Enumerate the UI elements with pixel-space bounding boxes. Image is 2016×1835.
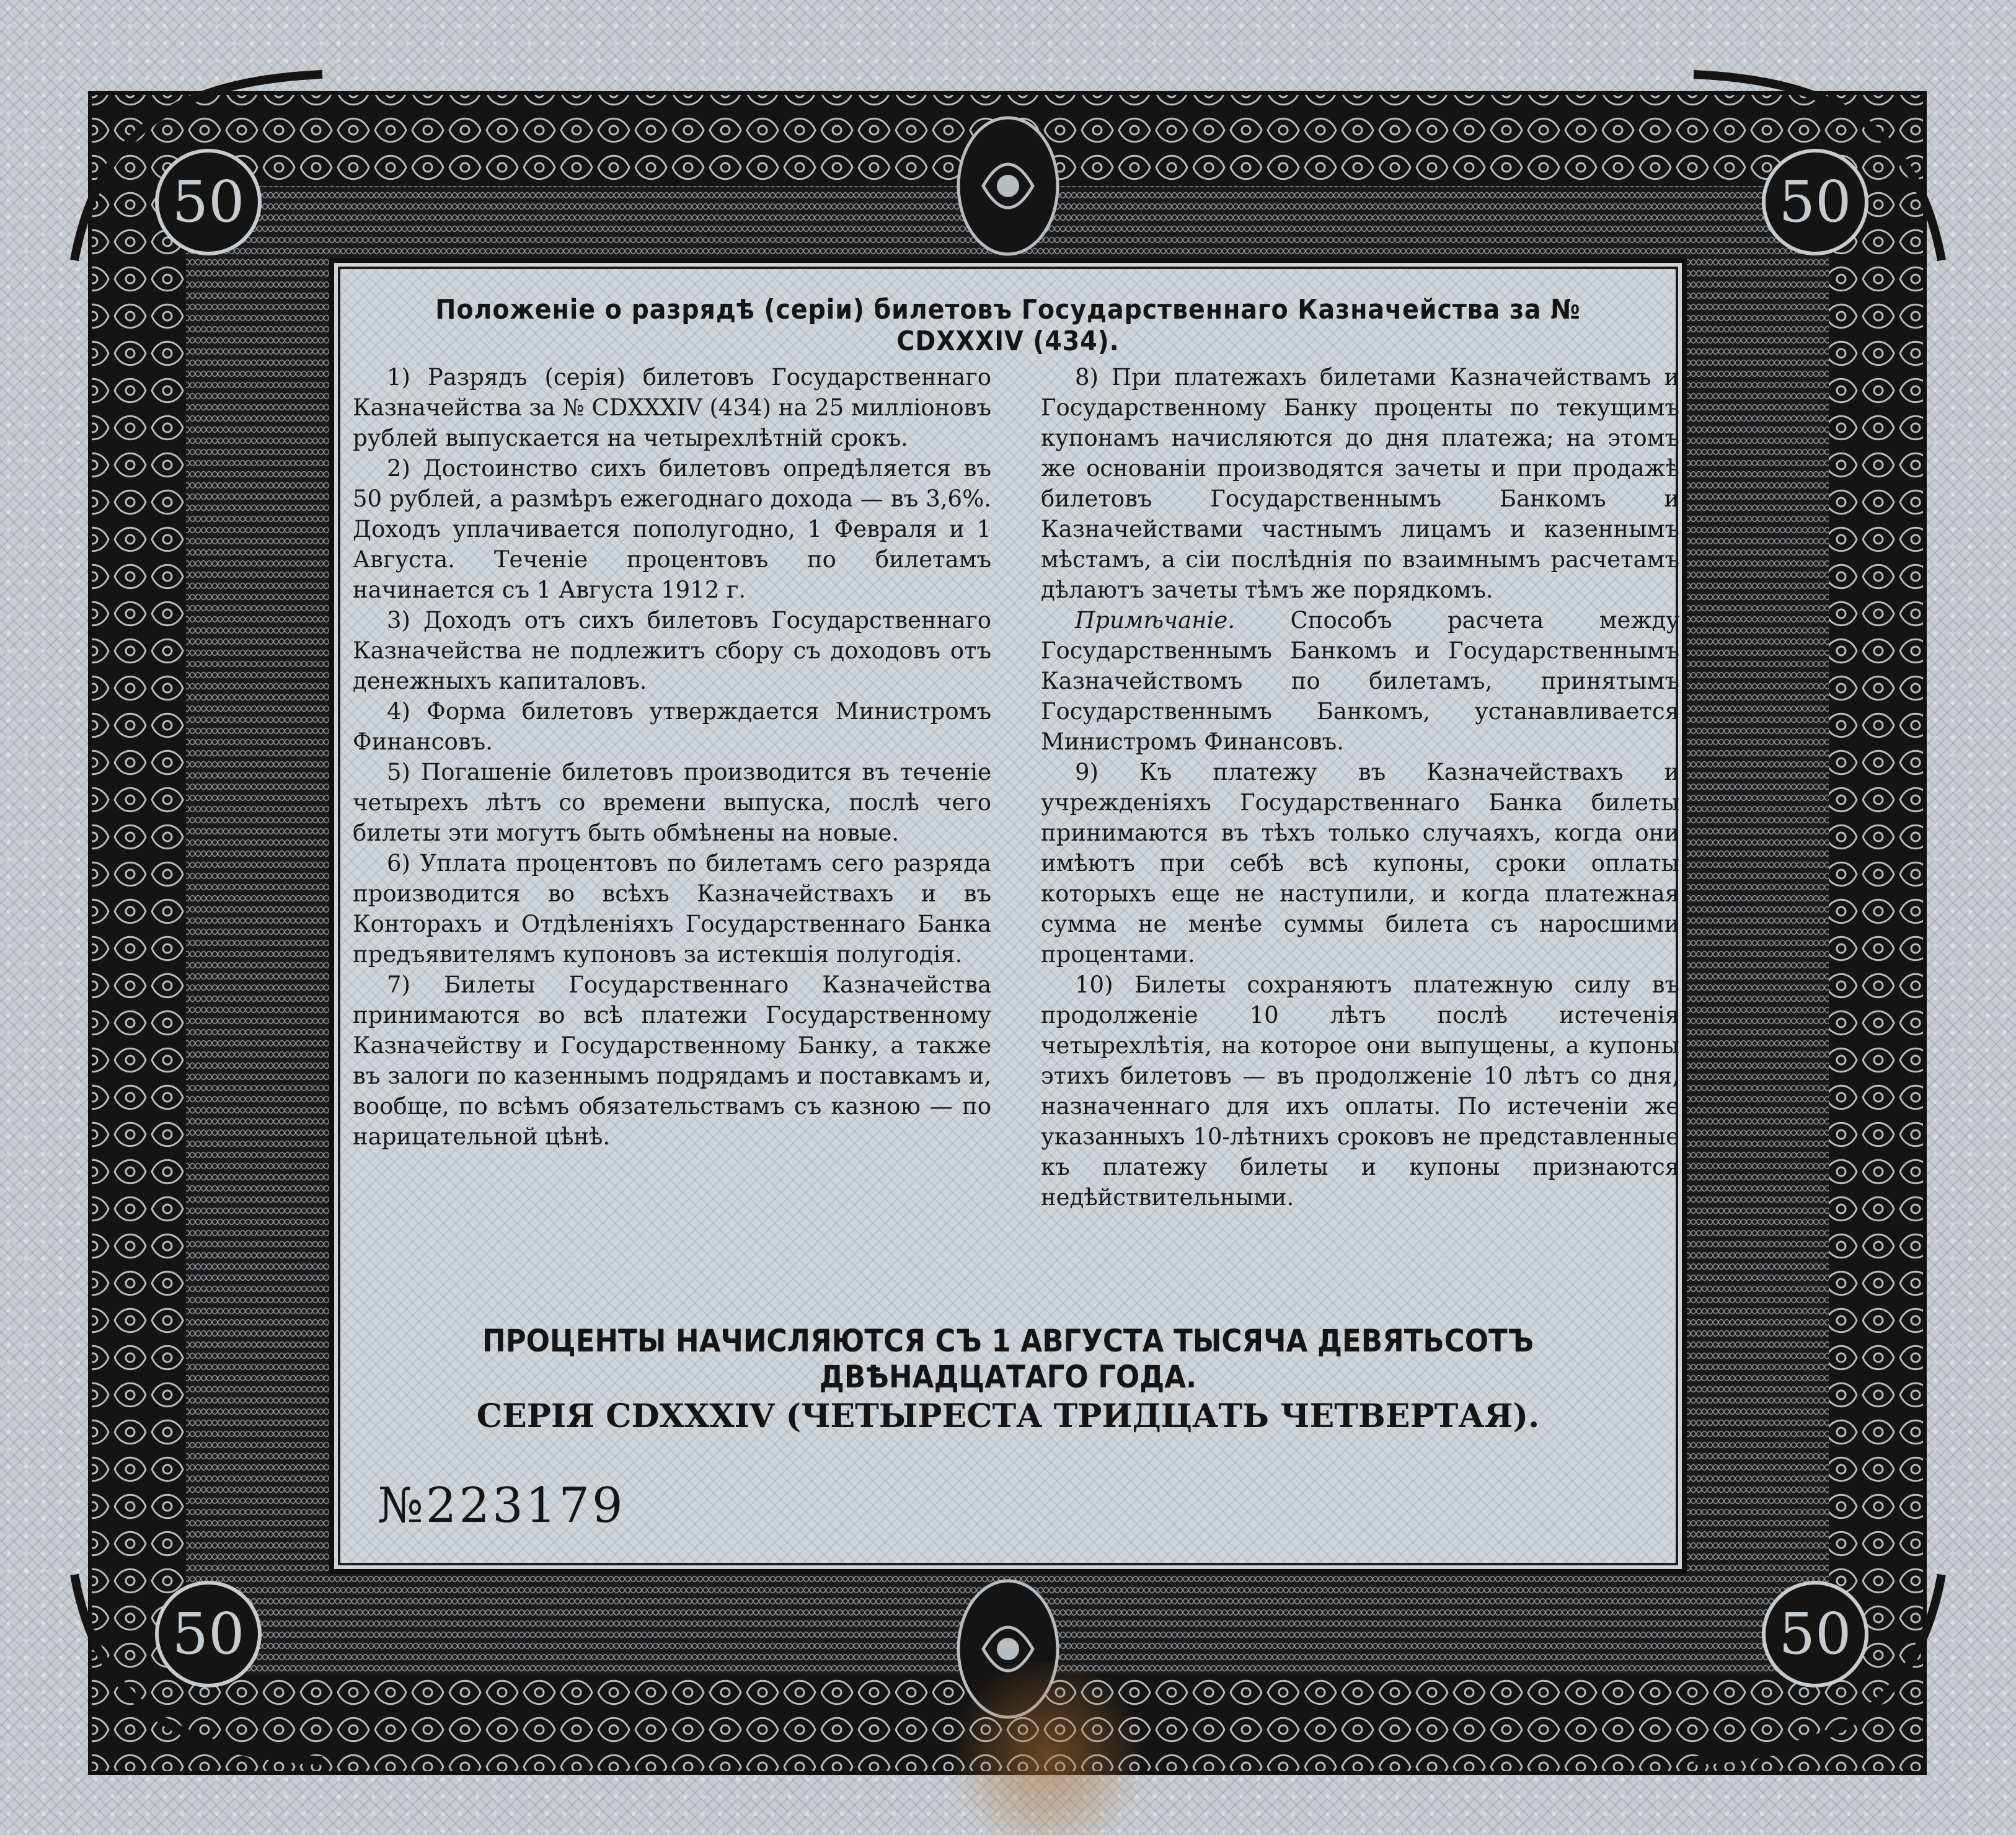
top-medallion	[958, 118, 1058, 254]
denomination-corner-bottom-left: 50	[155, 1581, 262, 1687]
serial-number: №223179	[378, 1478, 626, 1534]
clause-6: 6) Уплата процентовъ по билетамъ сего разряда производится во всѣхъ Казначействахъ и въ Конторахъ и Отдѣленіяхъ Государственнаго Банка предъявителямъ купоновъ за истекшія полугодія.	[353, 850, 991, 968]
clause-9: 9) Къ платежу въ Казначействахъ и учрежденіяхъ Государственнаго Банка билеты принимаются въ тѣхъ только случаяхъ, когда они имѣютъ при себѣ всѣ купоны, сроки оплаты которыхъ еще не наступили, и когда платежная сумма не менѣе суммы билета съ наросшими процентами.	[1041, 759, 1679, 968]
clause-8: 8) При платежахъ билетами Казначействамъ и Государственному Банку проценты по текущимъ купонамъ начисляются до дня платежа; на этомъ же основаніи производятся зачеты и при продажѣ билетовъ Государственнымъ Банкомъ и Казначействами частнымъ лицамъ и казеннымъ мѣстамъ, а сіи послѣднія по взаимнымъ расчетамъ дѣлаютъ зачеты тѣмъ же порядкомъ.	[1041, 364, 1679, 603]
denomination-corner-top-right: 50	[1762, 149, 1868, 255]
clause-10: 10) Билеты сохраняютъ платежную силу въ продолженіе 10 лѣтъ послѣ истеченія четырехлѣтія, на которое они выпущены, а купоны этихъ билетовъ — въ продолженіе 10 лѣтъ со дня, назначеннаго для ихъ оплаты. По истеченіи же указанныхъ 10-лѣтнихъ сроковъ не представленные къ платежу билеты и купоны признаются недѣйствительными.	[1041, 971, 1679, 1211]
paper-stain	[955, 1661, 1141, 1835]
right-column	[1041, 362, 1679, 1213]
interest-statement: ПРОЦЕНТЫ НАЧИСЛЯЮТСЯ СЪ 1 АВГУСТА ТЫСЯЧА ДЕВЯТЬСОТЪ ДВѢНАДЦАТАГО ГОДА.	[482, 1323, 1534, 1395]
clause-note	[1041, 605, 1679, 757]
note-label: Примѣчаніе.	[1075, 607, 1236, 634]
denomination-corner-bottom-right: 50	[1762, 1581, 1868, 1687]
text-panel	[338, 267, 1678, 1565]
note-text: Способъ расчета между Государственнымъ Банкомъ и Государственнымъ Казначействомъ по билетамъ, принятымъ Государственнымъ Банкомъ, устанавливается Министромъ Финансовъ.	[1041, 607, 1679, 755]
clause-1: 1) Разрядъ (серія) билетовъ Государственнаго Казначейства за № CDXXXIV (434) на 25 милліоновъ рублей выпускается на четырехлѣтній срокъ.	[353, 364, 991, 451]
clause-7: 7) Билеты Государственнаго Казначейства принимаются во всѣ платежи Государственному Казначейству и Государственному Банку, а также въ залоги по казеннымъ подрядамъ и поставкамъ и, вообще, по всѣмъ обязательствамъ съ казною — по нарицательной цѣнѣ.	[353, 971, 991, 1150]
left-column	[353, 362, 991, 1152]
clause-2: 2) Достоинство сихъ билетовъ опредѣляется въ 50 рублей, а размѣръ ежегоднаго дохода — въ 3,6%. Доходъ уплачивается пополугодно, 1 Февраля и 1 Августа. Теченіе процентовъ по билетамъ начинается съ 1 Августа 1912 г.	[353, 455, 991, 603]
series-statement: СЕРІЯ CDXXXIV (ЧЕТЫРЕСТА ТРИДЦАТЬ ЧЕТВЕРТАЯ).	[476, 1397, 1540, 1435]
clause-3: 3) Доходъ отъ сихъ билетовъ Государственнаго Казначейства не подлежитъ сбору съ доходовъ отъ денежныхъ капиталовъ.	[353, 607, 991, 694]
denomination-corner-top-left: 50	[155, 149, 262, 255]
clause-4: 4) Форма билетовъ утверждается Министромъ Финансовъ.	[353, 698, 991, 755]
regulation-heading: Положеніе о разрядѣ (серіи) билетовъ Государственнаго Казначейства за № CDXXXIV (434).	[435, 294, 1581, 357]
clause-5: 5) Погашеніе билетовъ производится въ теченіе четырехъ лѣтъ со времени выпуска, послѣ чего билеты эти могутъ быть обмѣнены на новые.	[353, 759, 991, 846]
